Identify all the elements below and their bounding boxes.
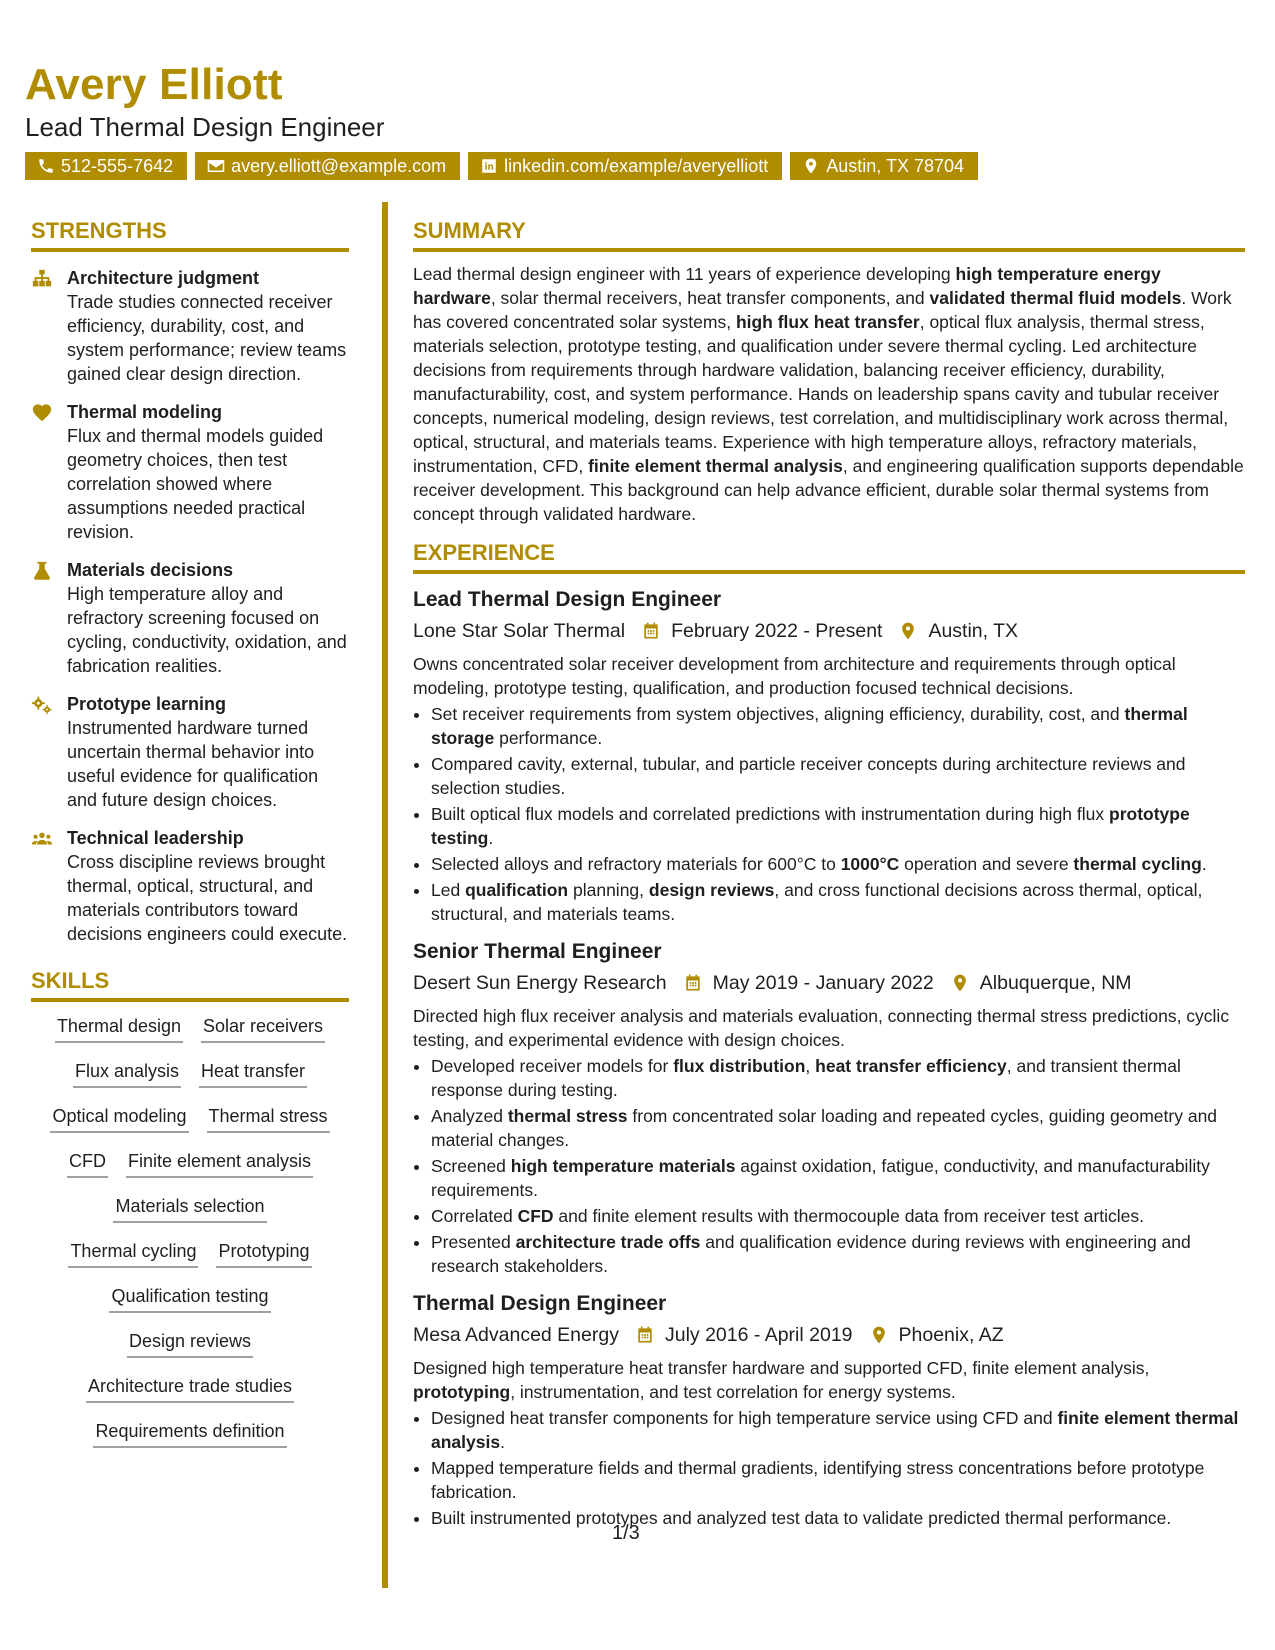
- calendar-icon: [683, 973, 703, 993]
- job-title: Senior Thermal Engineer: [413, 940, 662, 963]
- skill-tag: Finite element analysis: [126, 1149, 313, 1178]
- job-company: Mesa Advanced Energy: [413, 1324, 619, 1346]
- strength-desc: High temperature alloy and refractory screening focused on cycling, conductivity, oxidation, and fabrication realities.: [67, 584, 347, 676]
- map-pin-icon: [950, 973, 970, 993]
- job-bullets: [413, 1406, 1245, 1530]
- calendar-icon: [641, 621, 661, 641]
- job-intro: Directed high flux receiver analysis and materials evaluation, connecting thermal stress predictions, cyclic testing, and experimental evidence with design choices.: [413, 1006, 1230, 1050]
- job-intro: Owns concentrated solar receiver development from architecture and requirements through optical modeling, prototype testing, qualification, and production focused technical decisions.: [413, 654, 1176, 698]
- skill-tag: Materials selection: [113, 1194, 266, 1223]
- job-bullets: [413, 1054, 1245, 1278]
- job-bullet: • Screened high temperature materials against oxidation, fatigue, conductivity, and manufacturability requirements.: [431, 1154, 1245, 1202]
- job-bullet: • Led qualification planning, design reviews, and cross functional decisions across thermal, optical, structural, and materials teams.: [431, 878, 1245, 926]
- map-pin-icon: [869, 1325, 889, 1345]
- job-intro: Designed high temperature heat transfer hardware and supported CFD, finite element analysis, prototyping, instrumentation, and test correlation for energy systems.: [413, 1358, 1150, 1402]
- job-bullet: • Analyzed thermal stress from concentrated solar loading and repeated cycles, guiding geometry and material changes.: [431, 1104, 1245, 1152]
- experience-heading: EXPERIENCE: [413, 540, 1245, 574]
- job-bullet: • Selected alloys and refractory materials for 600°C to 1000°C operation and severe thermal cycling.: [431, 852, 1245, 876]
- contact-location: [790, 152, 978, 180]
- strength-desc: Flux and thermal models guided geometry choices, then test correlation showed where assumptions needed practical revision.: [67, 426, 324, 542]
- job-title: Lead Thermal Design Engineer: [413, 588, 722, 611]
- hierarchy-icon: [31, 268, 53, 290]
- candidate-name: Avery Elliott: [25, 60, 283, 109]
- job-meta: [413, 968, 1245, 998]
- strength-item: [31, 558, 349, 678]
- job-bullet: • Mapped temperature fields and thermal gradients, identifying stress concentrations before prototype fabrication.: [431, 1456, 1245, 1504]
- skill-tag: Heat transfer: [199, 1059, 307, 1088]
- job-location: Albuquerque, NM: [979, 972, 1132, 994]
- job-company: Lone Star Solar Thermal: [413, 620, 626, 642]
- job-bullet: • Set receiver requirements from system objectives, aligning efficiency, durability, cost, and thermal storage performance.: [431, 702, 1245, 750]
- skill-tag: Prototyping: [216, 1239, 311, 1268]
- contact-phone-text: 512-555-7642: [61, 156, 174, 176]
- skill-tag: Requirements definition: [93, 1419, 286, 1448]
- contact-phone[interactable]: [25, 152, 187, 180]
- strengths-heading: STRENGTHS: [31, 218, 349, 252]
- team-icon: [31, 828, 53, 850]
- job-dates: February 2022 - Present: [671, 620, 883, 642]
- column-divider: [382, 202, 388, 1588]
- experience-list: [413, 586, 1245, 1530]
- job-entry: [413, 586, 1245, 926]
- contact-email-text: avery.elliott@example.com: [231, 156, 447, 176]
- left-column: [31, 218, 349, 1464]
- summary-text: Lead thermal design engineer with 11 years of experience developing high temperature energy hardware, solar thermal receivers, heat transfer components, and validated thermal fluid models. Work has covered concentrated solar systems, high flux heat transfer, optical flux analysis, thermal stress, materials selection, prototype testing, and qualification under severe thermal cycling. Led architecture decisions from requirements through hardware validation, balancing receiver efficiency, durability, manufacturability, cost, and system performance. Hands on leadership spans cavity and tubular receiver concepts, numerical modeling, design reviews, test correlation, and multidisciplinary work across thermal, optical, structural, and materials teams. Experience with high temperature alloys, refractory materials, instrumentation, CFD, finite element thermal analysis, and engineering qualification supports dependable receiver development. This background can help advance efficient, durable solar thermal systems from concept through validated hardware.: [413, 264, 1244, 524]
- contact-email[interactable]: [195, 152, 460, 180]
- skill-tag: Solar receivers: [201, 1014, 325, 1043]
- job-meta: [413, 1320, 1245, 1350]
- skill-tag: Qualification testing: [109, 1284, 270, 1313]
- contact-location-text: Austin, TX 78704: [826, 156, 965, 176]
- skill-tag: Thermal cycling: [68, 1239, 198, 1268]
- skill-tag: Flux analysis: [73, 1059, 181, 1088]
- skill-tag: Architecture trade studies: [86, 1374, 294, 1403]
- strength-title: Materials decisions: [67, 560, 234, 580]
- calendar-icon: [635, 1325, 655, 1345]
- job-bullet: • Designed heat transfer components for high temperature service using CFD and finite element thermal analysis.: [431, 1406, 1245, 1454]
- strength-item: [31, 400, 349, 544]
- job-dates: July 2016 - April 2019: [664, 1324, 853, 1346]
- strength-item: [31, 692, 349, 812]
- contact-linkedin-text: linkedin.com/example/averyelliott: [504, 156, 769, 176]
- flask-icon: [31, 560, 53, 582]
- job-title: Thermal Design Engineer: [413, 1292, 667, 1315]
- strength-item: [31, 826, 349, 946]
- gears-icon: [31, 694, 53, 716]
- envelope-icon: [207, 157, 225, 175]
- skills-list: [31, 1002, 349, 1464]
- heart-icon: [31, 402, 53, 424]
- skills-heading: SKILLS: [31, 968, 349, 1002]
- contact-linkedin[interactable]: [468, 152, 782, 180]
- job-dates: May 2019 - January 2022: [712, 972, 934, 994]
- map-pin-icon: [898, 621, 918, 641]
- right-column: [413, 218, 1245, 1532]
- contact-bar: [25, 152, 978, 180]
- candidate-title: Lead Thermal Design Engineer: [25, 112, 385, 142]
- job-entry: [413, 938, 1245, 1278]
- strength-item: [31, 266, 349, 386]
- job-location: Phoenix, AZ: [898, 1324, 1004, 1346]
- job-location: Austin, TX: [928, 620, 1019, 642]
- job-bullet: • Developed receiver models for flux distribution, heat transfer efficiency, and transient thermal response during testing.: [431, 1054, 1245, 1102]
- skill-tag: Thermal design: [55, 1014, 183, 1043]
- skill-tag: Design reviews: [127, 1329, 253, 1358]
- strength-title: Prototype learning: [67, 694, 227, 714]
- job-bullet: • Compared cavity, external, tubular, and particle receiver concepts during architecture reviews and selection studies.: [431, 752, 1245, 800]
- job-bullets: [413, 702, 1245, 926]
- page-number: 1/3: [612, 1522, 640, 1544]
- job-entry: [413, 1290, 1245, 1530]
- job-bullet: • Built optical flux models and correlated predictions with instrumentation during high flux prototype testing.: [431, 802, 1245, 850]
- skill-tag: Optical modeling: [50, 1104, 188, 1133]
- strength-title: Technical leadership: [67, 828, 244, 848]
- job-bullet: • Presented architecture trade offs and qualification evidence during reviews with engineering and research stakeholders.: [431, 1230, 1245, 1278]
- phone-icon: [37, 157, 55, 175]
- strength-title: Thermal modeling: [67, 402, 223, 422]
- linkedin-icon: [480, 157, 498, 175]
- strength-title: Architecture judgment: [67, 268, 260, 288]
- skill-tag: Thermal stress: [207, 1104, 330, 1133]
- strength-desc: Trade studies connected receiver efficiency, durability, cost, and system performance; review teams gained clear design direction.: [67, 292, 347, 384]
- job-company: Desert Sun Energy Research: [413, 972, 667, 994]
- job-bullet: • Built instrumented prototypes and analyzed test data to validate predicted thermal performance.: [431, 1506, 1245, 1530]
- job-meta: [413, 616, 1245, 646]
- map-pin-icon: [802, 157, 820, 175]
- skill-tag: CFD: [67, 1149, 108, 1178]
- summary-heading: SUMMARY: [413, 218, 1245, 252]
- job-bullet: • Correlated CFD and finite element results with thermocouple data from receiver test articles.: [431, 1204, 1245, 1228]
- strength-desc: Cross discipline reviews brought thermal, optical, structural, and materials contributors toward decisions engineers could execute.: [67, 852, 348, 944]
- strength-desc: Instrumented hardware turned uncertain thermal behavior into useful evidence for qualification and future design choices.: [67, 718, 319, 810]
